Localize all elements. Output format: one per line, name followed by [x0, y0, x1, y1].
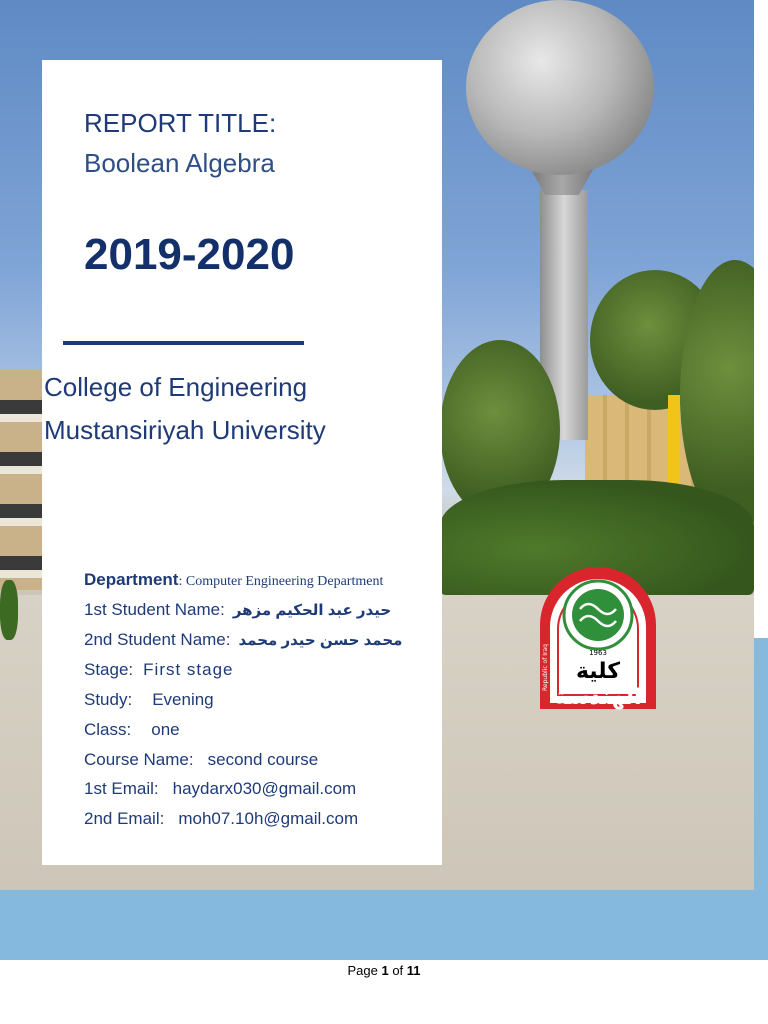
student2-value: محمد حسن حيدر محمد: [238, 632, 403, 649]
department-value: : Computer Engineering Department: [178, 574, 384, 589]
email1-line: [84, 779, 356, 799]
email2-value: moh07.10h@gmail.com: [178, 809, 359, 828]
study-value: Evening: [152, 690, 214, 709]
title-card: [42, 60, 442, 865]
page-number: [0, 963, 768, 978]
department-line: [84, 570, 383, 590]
emblem-word-bottom: الهندسة: [554, 685, 642, 710]
class-label: Class:: [84, 720, 132, 739]
email1-label: 1st Email:: [84, 779, 159, 798]
report-subject: Boolean Algebra: [84, 148, 275, 178]
study-label: Study:: [84, 690, 133, 709]
student1-line: [84, 600, 391, 620]
blue-side-strip: [754, 638, 768, 890]
stage-value: First stage: [143, 660, 234, 679]
university-name: Mustansiriyah University: [44, 415, 326, 445]
class-line: [84, 720, 180, 740]
water-tower-sphere: [466, 0, 654, 175]
emblem-year: 1963: [589, 649, 607, 657]
email2-line: [84, 809, 358, 829]
stage-label: Stage:: [84, 660, 134, 679]
college-emblem-icon: [536, 563, 660, 711]
emblem-side-text: Republic of Iraq: [542, 644, 549, 691]
college-name: College of Engineering: [44, 372, 308, 402]
study-line: [84, 690, 214, 710]
page-prefix: Page: [347, 963, 378, 978]
page-total: 11: [406, 963, 421, 978]
student2-line: [84, 630, 402, 650]
academic-year: 2019-2020: [84, 230, 295, 279]
email1-value: haydarx030@gmail.com: [172, 779, 357, 798]
student1-value: حيدر عبد الحكيم مزهر: [232, 602, 392, 619]
class-value: one: [151, 720, 180, 739]
email2-label: 2nd Email:: [84, 809, 165, 828]
department-label: Department: [84, 570, 179, 589]
student2-label: 2nd Student Name:: [84, 630, 231, 649]
divider-line: [63, 341, 304, 345]
page-current: 1: [381, 963, 389, 978]
page-of: of: [392, 963, 404, 978]
course-line: [84, 750, 318, 770]
student1-label: 1st Student Name:: [84, 600, 225, 619]
hedge-left: [0, 580, 18, 640]
course-label: Course Name:: [84, 750, 194, 769]
course-value: second course: [207, 750, 319, 769]
stage-line: [84, 660, 234, 680]
building-left: [0, 370, 48, 590]
blue-band: [0, 890, 768, 960]
report-title-label: REPORT TITLE:: [84, 108, 277, 138]
emblem-word-top: كلية: [575, 659, 621, 684]
